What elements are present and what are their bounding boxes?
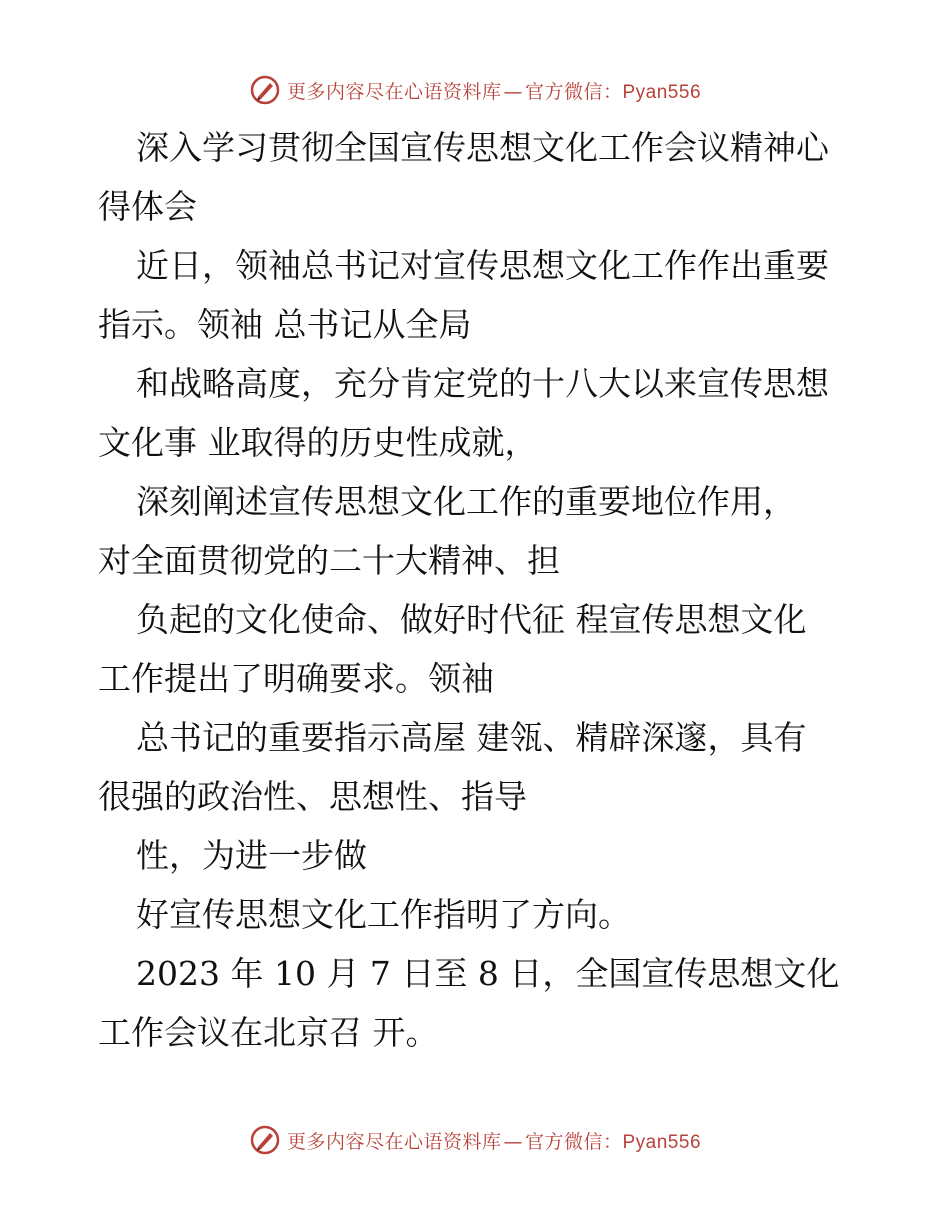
text-line: 深入学习贯彻全国宣传思想文化工作会议精神心 [136,128,829,167]
text-line: 和战略高度，充分肯定党的十八大以来宣传思想 [136,364,829,403]
text-line: 工作提出了明确要求。领袖 [98,659,494,698]
footer-account-id: Pyan556 [622,1131,702,1153]
header-account-id: Pyan556 [622,81,702,103]
footer-banner-text [287,1127,701,1154]
header-banner [0,70,950,110]
text-line: 2023 年 10 月 7 日至 8 日，全国宣传思想文化 [136,954,840,993]
footer-dash: — [503,1130,523,1153]
footer-official-label: 官方微信： [524,1130,623,1153]
header-banner-text [287,77,701,104]
footer-banner [0,1120,950,1160]
text-line: 很强的政治性、思想性、指导 [98,777,527,816]
text-line: 好宣传思想文化工作指明了方向。 [136,895,631,934]
pen-logo-icon [249,74,281,106]
text-line: 得体会 [98,187,197,226]
footer-site-text: 更多内容尽在心语资料库 [286,1130,502,1153]
text-line: 总书记的重要指示高屋 建瓴、精辟深邃，具有 [136,718,807,757]
text-line: 性，为进一步做 [136,836,367,875]
text-line: 指示。领袖 总书记从全局 [98,305,472,344]
text-line: 近日，领袖总书记对宣传思想文化工作作出重要 [136,246,829,285]
document-text [98,118,858,1062]
pen-logo-icon [249,1124,281,1156]
text-line: 文化事 业取得的历史性成就， [98,423,538,462]
header-dash: — [503,80,523,103]
document-body [98,118,858,1062]
text-line: 深刻阐述宣传思想文化工作的重要地位作用， [136,482,796,521]
header-official-label: 官方微信： [524,80,623,103]
header-site-text: 更多内容尽在心语资料库 [286,80,502,103]
text-line: 工作会议在北京召 开。 [98,1013,439,1052]
text-line: 负起的文化使命、做好时代征 程宣传思想文化 [136,600,807,639]
text-line: 对全面贯彻党的二十大精神、担 [98,541,560,580]
